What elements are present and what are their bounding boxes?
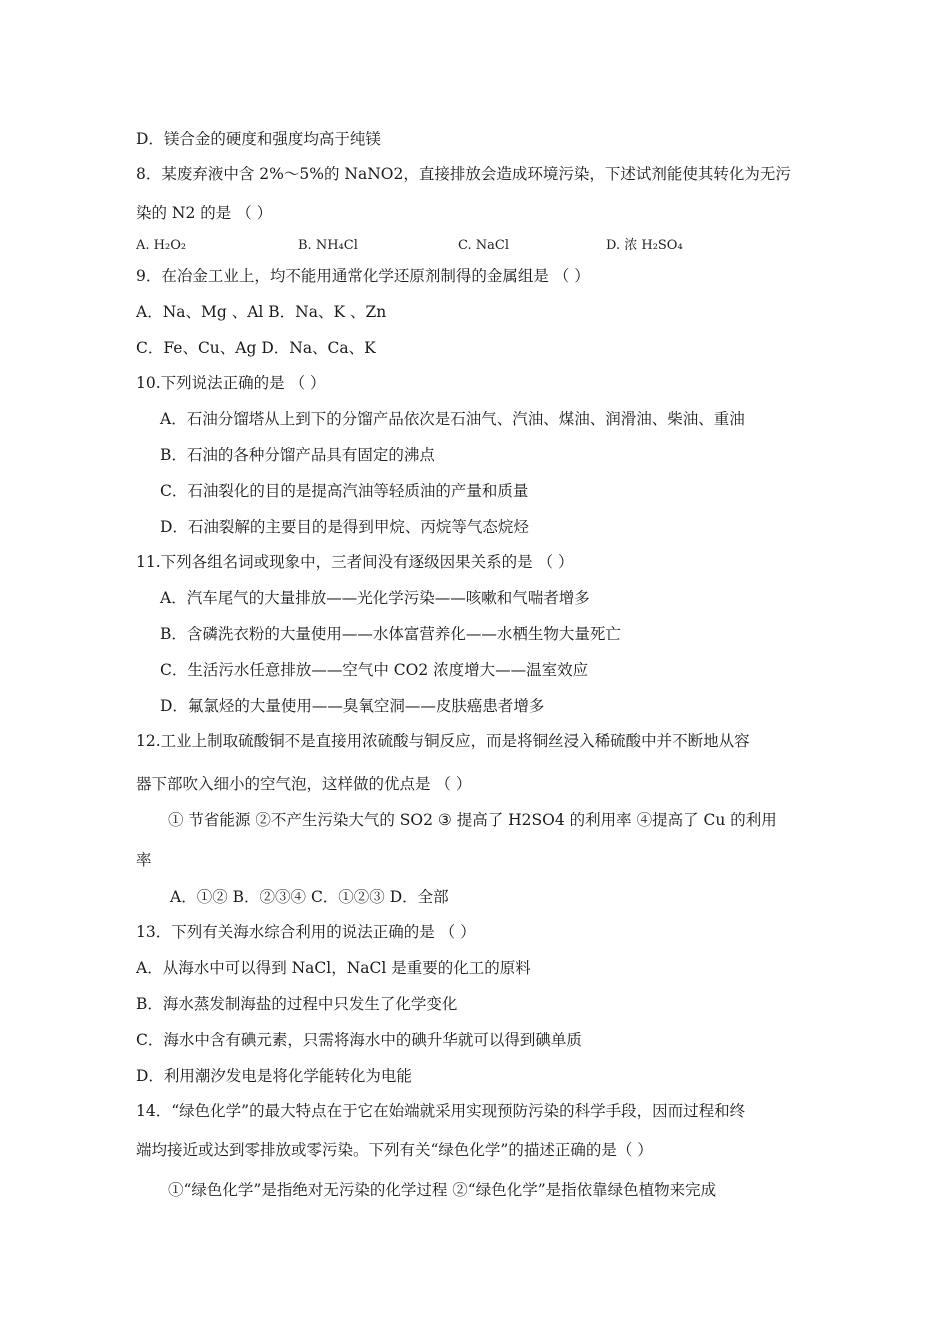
q12-stem-line1: 12.工业上制取硫酸铜不是直接用浓硫酸与铜反应，而是将铜丝浸入稀硫酸中并不断地从容 [136, 732, 750, 750]
q12-statements: ① 节省能源 ②不产生污染大气的 SO2 ③ 提高了 H2SO4 的利用率 ④提高了 Cu 的利用 [168, 811, 777, 829]
q11-option-c: C．生活污水任意排放——空气中 CO2 浓度增大——温室效应 [160, 661, 589, 679]
q8-stem-line1: 8．某废弃液中含 2%～5%的 NaNO2，直接排放会造成环境污染，下述试剂能使其转化为无污 [136, 165, 791, 183]
q10-option-d: D．石油裂解的主要目的是得到甲烷、丙烷等气态烷烃 [160, 518, 529, 536]
q14-statements: ①“绿色化学”是指绝对无污染的化学过程 ②“绿色化学”是指依靠绿色植物来完成 [168, 1181, 717, 1199]
q9-options-cd: C．Fe、Cu、Ag D．Na、Ca、K [136, 339, 376, 357]
q12-options: A．①② B．②③④ C．①②③ D．全部 [170, 888, 449, 906]
q14-stem-line2: 端均接近或达到零排放或零污染。下列有关“绿色化学”的描述正确的是（ ） [136, 1141, 653, 1159]
q8-option-c: C. NaCl [458, 238, 509, 253]
q11-option-b: B．含磷洗衣粉的大量使用——水体富营养化——水栖生物大量死亡 [160, 625, 621, 643]
q13-option-c: C．海水中含有碘元素，只需将海水中的碘升华就可以得到碘单质 [136, 1031, 582, 1049]
q9-options-ab: A．Na、Mg 、Al B．Na、K 、Zn [136, 303, 387, 321]
q11-option-a: A．汽车尾气的大量排放——光化学污染——咳嗽和气喘者增多 [160, 589, 590, 607]
q8-option-b: B. NH₄Cl [298, 238, 358, 253]
q8-stem-line2: 染的 N2 的是 （ ） [136, 204, 273, 222]
q9-stem: 9．在冶金工业上，均不能用通常化学还原剂制得的金属组是 （ ） [136, 267, 590, 285]
q11-stem: 11.下列各组名词或现象中，三者间没有逐级因果关系的是 （ ） [136, 553, 574, 571]
q13-option-b: B．海水蒸发制海盐的过程中只发生了化学变化 [136, 995, 458, 1013]
q13-stem: 13．下列有关海水综合利用的说法正确的是 （ ） [136, 923, 476, 941]
q10-option-c: C．石油裂化的目的是提高汽油等轻质油的产量和质量 [160, 482, 529, 500]
q8-option-d: D. 浓 H₂SO₄ [606, 238, 683, 253]
q8-options [136, 236, 736, 256]
q14-stem-line1: 14．“绿色化学”的最大特点在于它在始端就采用实现预防污染的科学手段，因而过程和终 [136, 1102, 746, 1120]
q11-option-d: D．氟氯烃的大量使用——臭氧空洞——皮肤癌患者增多 [160, 697, 545, 715]
q10-option-a: A．石油分馏塔从上到下的分馏产品依次是石油气、汽油、煤油、润滑油、柴油、重油 [160, 410, 745, 428]
q12-statements-wrap: 率 [136, 851, 152, 869]
q12-stem-line2: 器下部吹入细小的空气泡，这样做的优点是 （ ） [136, 775, 472, 793]
q10-option-b: B．石油的各种分馏产品具有固定的沸点 [160, 446, 435, 464]
q7-option-d: D．镁合金的硬度和强度均高于纯镁 [136, 130, 381, 148]
q13-option-d: D．利用潮汐发电是将化学能转化为电能 [136, 1067, 412, 1085]
q10-stem: 10.下列说法正确的是 （ ） [136, 374, 326, 392]
q8-option-a: A. H₂O₂ [136, 238, 187, 253]
q13-option-a: A．从海水中可以得到 NaCl，NaCl 是重要的化工的原料 [136, 959, 531, 977]
